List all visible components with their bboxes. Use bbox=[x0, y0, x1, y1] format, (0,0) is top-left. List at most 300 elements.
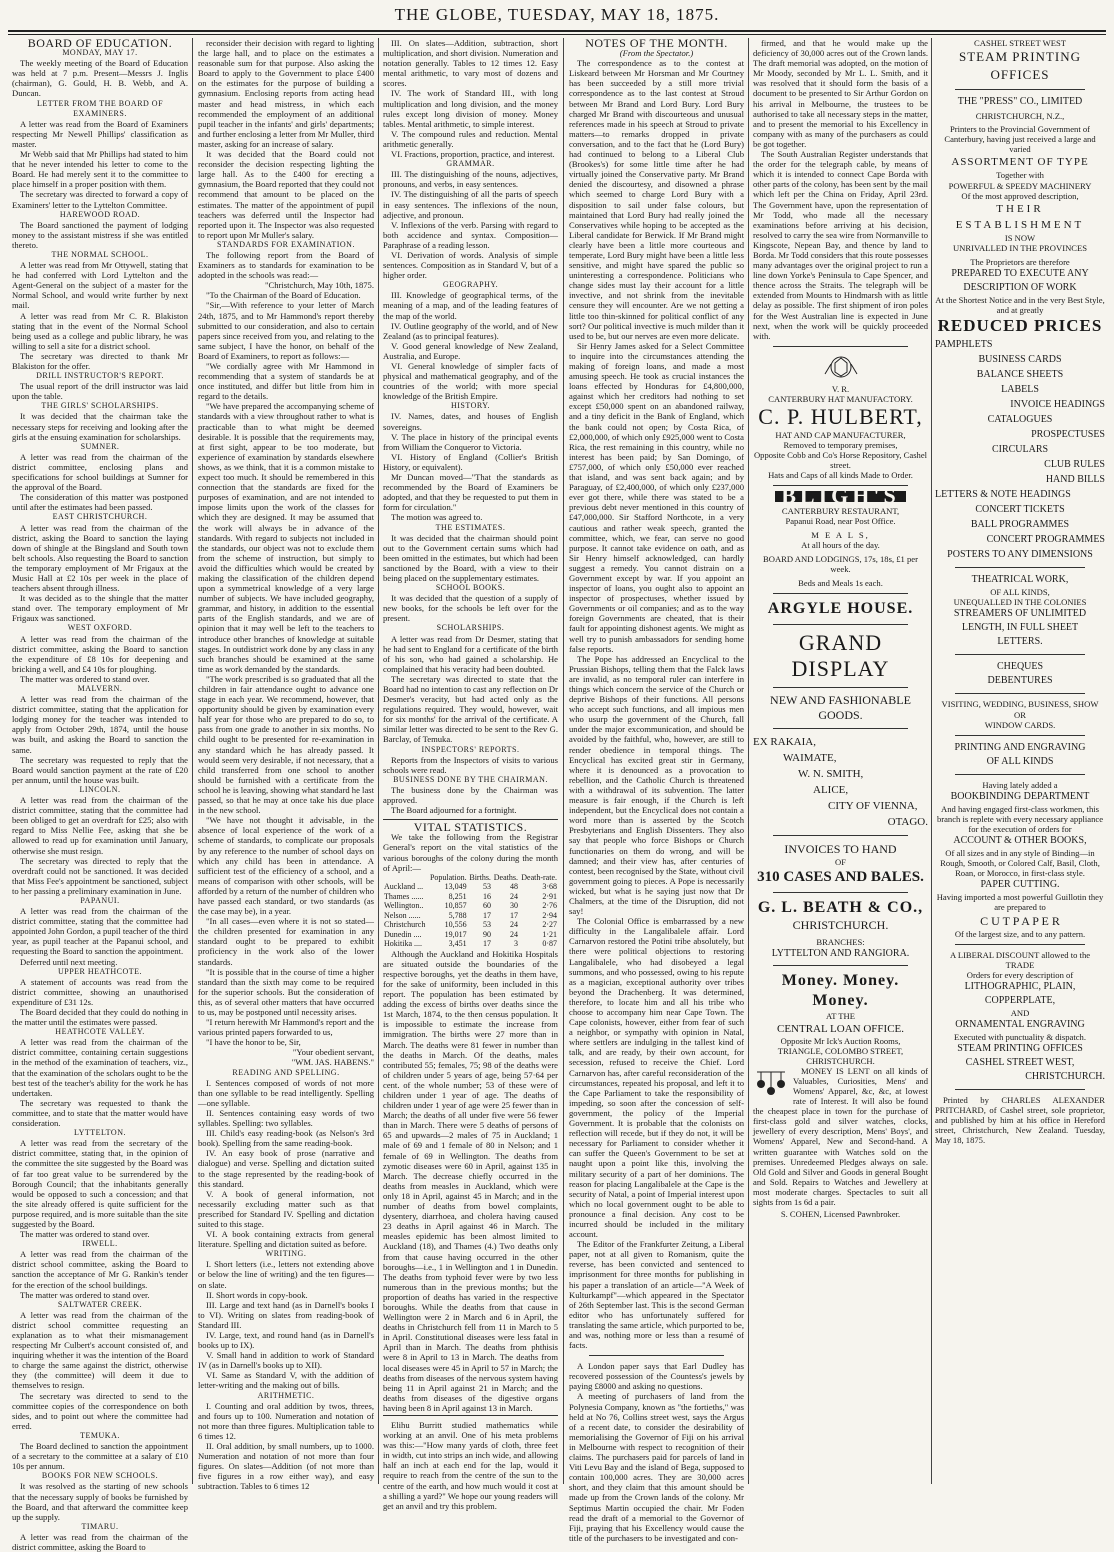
paragraph: I. Short letters (i.e., letters not extending above or below the line of writing) and the ten figures—on slate. bbox=[198, 1259, 374, 1290]
advert-line: IS NOW bbox=[1004, 232, 1036, 243]
column-rule bbox=[748, 38, 749, 1484]
paragraph: A letter was read from the chairman of the district committee, stating that the committee had appointed John Gordon, a pupil teacher of the third year, as pupil teacher at the Papanui school, and requesting the Board to sanction the appointment. bbox=[12, 906, 188, 957]
section-heading: LINCOLN. bbox=[79, 784, 121, 794]
advert-line: STEAM PRINTING OFFICES bbox=[957, 1043, 1083, 1055]
print-item: PAMPHLETS bbox=[935, 339, 993, 351]
table-row bbox=[383, 930, 558, 940]
section-heading: SCHOLARSHIPS. bbox=[436, 623, 505, 633]
advert-line: POWERFUL & SPEEDY MACHINERY bbox=[948, 180, 1092, 191]
table-cell: Auckland ... bbox=[384, 882, 424, 892]
paragraph: I. Counting and oral addition by twos, threes, and fours up to 100. Numeration and notation of not more than three figures. Multiplication table to 6 times 12. bbox=[198, 1400, 374, 1441]
column-6 bbox=[935, 38, 1105, 1482]
table-body bbox=[383, 882, 558, 949]
paragraph: It was decided that the Board could not reconsider the decision respecting lighting the large hall. As to the £400 for erecting a gymnasium, the Board reported that they could not recommend that amount to be placed on the estimates. The matter of the appointment of pupil teachers was deferred until the Inspector had reported upon it. The Inspector was also requested to report upon Mr Muller's salary. bbox=[198, 149, 374, 240]
paragraph: II. Short words in copy-book. bbox=[206, 1289, 308, 1300]
table-row bbox=[383, 901, 558, 911]
paragraph: III. Knowledge of geographical terms, of the meaning of a map, and of the leading features of the map of the world. bbox=[383, 290, 558, 321]
advert-line: BOARD AND LODGINGS, 17s, 18s, £1 per week. bbox=[763, 553, 918, 575]
section-heading: BUSINESS DONE BY THE CHAIRMAN. bbox=[393, 774, 548, 784]
divider bbox=[955, 944, 1085, 945]
section-heading: STANDARDS FOR EXAMINATION. bbox=[217, 239, 355, 249]
paragraph: Mr Duncan moved—"That the standards as recommended by the Board of Examiners be adopted, and that they be requested to put them in form for circulation." bbox=[383, 472, 558, 513]
paragraph: A letter was read from the chairman of the district committee, stating that the application for lodging money for the teacher was intended to apply from October 29th, 1874, until the house was built, and asking the Board to sanction the same. bbox=[12, 694, 188, 755]
ship-name: W. N. SMITH, bbox=[798, 768, 864, 781]
advert-line: HAT AND CAP MANUFACTURER, bbox=[775, 430, 906, 440]
advert-line: Opposite Mr Ick's Auction Rooms, bbox=[780, 1035, 901, 1046]
advert-line: ASSORTMENT OF TYPE bbox=[951, 156, 1089, 169]
table-header-cell bbox=[383, 873, 428, 883]
paragraph: A letter was read from Mr C. R. Blakiston stating that in the event of the Normal School being used as a college and public library, he was willing to sell a site for a district school. bbox=[12, 310, 188, 351]
table-cell: 16 bbox=[482, 891, 491, 901]
table-cell: Hokitika .... bbox=[384, 939, 422, 949]
imprint: Printed by CHARLES ALEXANDER PRITCHARD, of Cashel street, sole proprietor, and published by him at his office in Hereford street, Christchurch, New Zealand. Tuesday, May 18, 1875. bbox=[935, 1095, 1105, 1146]
table-cell: Thames ...... bbox=[384, 891, 424, 901]
pawnbroker-balls-icon bbox=[753, 1069, 789, 1097]
masthead-rule bbox=[8, 30, 1106, 35]
print-items-list bbox=[935, 337, 1105, 562]
column-rule bbox=[378, 38, 379, 1484]
advert-line: Hats and Caps of all kinds Made to Order. bbox=[768, 470, 913, 481]
divider bbox=[773, 728, 908, 729]
table-cell: 3·68 bbox=[542, 882, 557, 892]
paragraph: "It is possible that in the course of time a higher standard than the sixth may come to be required for the superior schools. But the consideration of this, as of several other matters that have occurred to us, may be postponed until necessity arises. bbox=[198, 966, 374, 1017]
paragraph: A meeting of purchasers of land from the Polynesia Company, known as "the fortieths," was held at No 76, Collins street west, says the Argus of a recent date, to consider the desirability of memorialising the Governor of Fiji on his arrival in Melbourne with respect to recognition of their claims. The purchasers paid for parcels of land in Viti Levu Bay and the island of Bega, supposed to contain 100,000 acres. They are 30,000 acres short, and they claim that this amount should be made up from the Crown lands of the colony. Mr Septimus Martin occupied the chair. Mr Foden read the draft of a memorial to the Governor of Fiji, praying that his Excellency would cause the title of the purchasers to be investigated and con- bbox=[569, 1391, 744, 1543]
paragraph: I. Sentences composed of words of not more than one syllable to be read intelligently. Spelling—one syllable. bbox=[198, 1077, 374, 1108]
paragraph: A letter was read from the chairman of the district, asking the Board to sanction the laying down of shingle at the Bingsland and South town belt schools. Also requesting the Board to sanction the temporary employment of Mr Frigaux at the Music Hall at £2 10s per week in the place of teachers absent through illness. bbox=[12, 522, 188, 594]
table-cell: 30 bbox=[509, 901, 518, 911]
advert-line: OF bbox=[835, 857, 846, 868]
advert-line: A LIBERAL DISCOUNT allowed to the TRADE bbox=[949, 949, 1091, 970]
paragraph: V. A book of general information, not necessarily excluding matter such as that prescribed for Standard IV. Spelling and dictation suited to this stage. bbox=[198, 1188, 374, 1229]
section-heading: THE ESTIMATES. bbox=[435, 522, 506, 532]
table-cell: 2·91 bbox=[542, 891, 557, 901]
table-cell: 2·76 bbox=[542, 901, 557, 911]
section-heading: THE GIRLS' SCHOLARSHIPS. bbox=[41, 401, 159, 411]
table-cell: 0·87 bbox=[542, 939, 557, 949]
section-heading: TEMUKA. bbox=[80, 1430, 120, 1440]
paragraph: IV. An easy book of prose (narrative and dialogue) and verse. Spelling and dictation suited to the stage represented by the reading-book of this standard. bbox=[198, 1148, 374, 1189]
section-heading: PAPANUI. bbox=[80, 895, 120, 905]
paragraph: The secretary was directed to send to the committee copies of the correspondence on both sides, and to point out where the committee had erred. bbox=[12, 1390, 188, 1431]
advert-line: LENGTH, IN FULL SHEET bbox=[961, 622, 1079, 634]
advert-line: WINDOW CARDS. bbox=[984, 719, 1056, 730]
paragraph: II. Sentences containing easy words of two syllables. Spelling: two syllables. bbox=[198, 1107, 374, 1129]
advert-line: V. R. bbox=[831, 383, 850, 394]
column-4 bbox=[569, 36, 744, 1543]
print-item: BUSINESS CARDS bbox=[978, 354, 1062, 366]
paragraph: IV. The work of Standard III., with long multiplication and long division, and the money rules except long division of money. Money tables. Mental arithmetic, to simple interest. bbox=[383, 88, 558, 129]
advert-line: Having imported a most powerful Guillotin they are prepared to bbox=[936, 892, 1104, 913]
paragraph: A letter was read from Dr Desmer, stating that he had sent to England for a certificate of the birth of his son, who had gained a scholarship. He complained that his veracity had been doubted. bbox=[383, 633, 558, 674]
table-cell: 13,049 bbox=[444, 882, 467, 892]
paragraph: IV. The distinguishing of all the parts of speech in easy sentences. The inflexions of the noun, adjective, and pronoun. bbox=[383, 189, 558, 220]
print-item: CONCERT PROGRAMMES bbox=[986, 534, 1105, 546]
masthead bbox=[0, 0, 1114, 28]
table-header-cell: Population. bbox=[429, 872, 467, 882]
advert-line: ORNAMENTAL ENGRAVING bbox=[955, 1019, 1085, 1030]
section-heading: LETTER FROM THE BOARD OF EXAMINERS. bbox=[36, 98, 164, 118]
paragraph: V. Small hand in addition to work of Standard IV (as in Darnell's books up to XII). bbox=[198, 1350, 374, 1371]
section-heading: READING AND SPELLING. bbox=[232, 1067, 340, 1077]
table-header-row bbox=[383, 873, 558, 883]
paragraph: VI. Derivation of words. Analysis of simple sentences. Composition as in Standard V, but of a higher order. bbox=[383, 249, 558, 281]
advert-line: DEBENTURES bbox=[987, 675, 1053, 687]
table-cell: 17 bbox=[482, 910, 491, 920]
advert-line: CENTRAL LOAN OFFICE. bbox=[776, 1022, 904, 1035]
advert-line: LITHOGRAPHIC, PLAIN, bbox=[964, 980, 1076, 992]
advert-line: OF ALL KINDS, bbox=[990, 587, 1050, 598]
paragraph: It was decided as to the shingle that the matter stand over. The temporary employment of Mr Frigaux was sanctioned. bbox=[12, 593, 188, 624]
paragraph: IV. Large, text, and round hand (as in Darnell's books up to IX). bbox=[198, 1330, 374, 1351]
paragraph: II. Oral addition, by small numbers, up to 1000. Numeration and notation of not more than four figures. On slates—Addition (of not more than five figures in a row either way), and easy subtraction. Tables to 6 times 12 bbox=[198, 1441, 374, 1492]
article-source: (From the Spectator.) bbox=[619, 48, 694, 59]
advert-line: CHRISTCHURCH, N.Z., bbox=[975, 111, 1065, 122]
paragraph: The secretary was directed to thank Mr Blakiston for the offer. bbox=[12, 350, 188, 371]
advert-line: Of the largest size, and to any pattern. bbox=[954, 928, 1086, 939]
section-heading: WRITING. bbox=[265, 1249, 307, 1259]
ship-name: CITY OF VIENNA, bbox=[828, 800, 918, 813]
advert-argyle-house bbox=[753, 599, 928, 960]
advert-line: NEW AND FASHIONABLE bbox=[770, 693, 911, 708]
advert-line: STREAMERS OF UNLIMITED bbox=[953, 608, 1087, 620]
advert-line: LETTERS. bbox=[997, 636, 1043, 648]
paragraph: A London paper says that Earl Dudley has recovered possession of the Countess's jewels by paying £8000 and asking no questions. bbox=[569, 1361, 744, 1392]
advert-line: The Proprietors are therefore bbox=[970, 256, 1070, 267]
paragraph: A letter was read from the Board of Examiners respecting Mr Newell Phillips' classification as master. bbox=[12, 118, 188, 149]
advert-line: GOODS. bbox=[818, 708, 863, 723]
paragraph: A letter was read from the chairman of the district school committee, asking the Board to sanction the acceptance of Mr G. Rankin's tender for the erection of the school buildings. bbox=[12, 1249, 188, 1290]
ship-name: ALICE, bbox=[813, 784, 849, 797]
print-item: LETTERS & NOTE HEADINGS bbox=[935, 489, 1071, 501]
table-cell: 24 bbox=[509, 891, 518, 901]
advert-line: UNRIVALLED IN THE PROVINCES bbox=[952, 242, 1088, 253]
paragraph: The Board adjourned for a fortnight. bbox=[391, 805, 517, 816]
paragraph: The secretary was directed to forward a copy of Examiners' letter to the Lyttelton Committee. bbox=[12, 189, 188, 210]
paragraph: The Board decided that they could do nothing in the matter until the estimates were passed. bbox=[12, 1007, 188, 1028]
advert-headline: G. L. BEATH & CO., bbox=[757, 899, 924, 917]
print-item: LABELS bbox=[1001, 384, 1039, 396]
divider bbox=[955, 774, 1085, 775]
advert-hulbert bbox=[753, 352, 928, 481]
print-item: BALANCE SHEETS bbox=[976, 369, 1064, 381]
advert-line: Printers to the Provincial Government of Canterbury, having just received a large and varied bbox=[944, 124, 1096, 155]
paragraph: It was decided that the chairman should point out to the Government certain sums which had been omitted in the estimates, but which had been sanctioned by the Board, with a view to their being placed on the supplementary estimates. bbox=[383, 532, 558, 583]
section-heading: LYTTELTON. bbox=[74, 1128, 126, 1138]
table-row bbox=[383, 920, 558, 930]
advert-line: OF ALL KINDS bbox=[986, 755, 1054, 767]
advert-headline: REDUCED PRICES bbox=[937, 316, 1103, 336]
section-heading: EAST CHRISTCHURCH. bbox=[52, 512, 148, 522]
section-heading: THE NORMAL SCHOOL. bbox=[51, 249, 149, 259]
section-heading: BOOKS FOR NEW SCHOOLS. bbox=[41, 1471, 159, 1481]
divider bbox=[955, 654, 1085, 655]
section-heading: SCHOOL BOOKS. bbox=[435, 583, 506, 593]
advert-line: UNEQUALLED IN THE COLONIES bbox=[953, 597, 1087, 608]
paragraph: "We have prepared the accompanying scheme of standards with a view throughout rather to what is practicable than to what might be deemed desirable. It is possible that the requirements may, at first sight, appear to be too moderate, but experience of examination by standards elsewhere shows, as we think, that it is a common mistake to expect too much. It should be remembered in this connection that the standards are fixed for the purposes of examination, and are not intended to impose limits upon the work of the classes for which they are designed. It may be assumed that the work will always be in advance of the standards. With regard to subjects not included in the standards, our object was not to exclude them from the scheme of instruction, but simply to avoid the difficulties which would be created by making the classification of the children depend upon a symmetrical knowledge of a very large number of subjects. We have included geography, grammar, and history, in addition to the essential parts of the English standards, and we are of opinion that it may well be left to the teachers to introduce other branches of knowledge at suitable stages. In outdistrict work done by any class in any such branches should be examined at the same time as work demanded by the standards. bbox=[198, 401, 374, 674]
paragraph: The usual report of the drill instructor was laid upon the table. bbox=[12, 381, 188, 402]
table-cell: 3 bbox=[513, 939, 518, 949]
paragraph: Elihu Burritt studied mathematics while working at an anvil. One of his meta problems was this:—"How many yards of cloth, three feet in width, cut into strips an inch wide, and allowing half an inch at each end for the lap, would it require to reach from the centre of the sun to the centre of the earth, and how much would it cost at a shilling a yard?" We hope our young readers will get an anvil and try this problem. bbox=[383, 1420, 558, 1511]
paragraph: The secretary was requested to reply that the Board would sanction payment at the rate of £20 per annum, until the house was built. bbox=[12, 754, 188, 785]
paragraph: VI. General knowledge of simpler facts of physical and mathematical geography, and of the countries of the world; with more special knowledge of the British Empire. bbox=[383, 361, 558, 402]
advert-line: ACCOUNT & OTHER BOOKS, bbox=[953, 835, 1087, 847]
table-cell: 10,556 bbox=[444, 920, 467, 930]
advert-blighs bbox=[753, 483, 928, 589]
paragraph: Sir Henry James asked for a Select Committee to inquire into the circumstances attending the making of foreign loans, and made a most amusing speech. He took as crucial instances the loans effected by Honduras for £4,800,000, against which her creditors had nothing to set except £50,000 spent on an abandoned railway, and a tiny deficit in the Bank of England, which the bank could not open; by Costa Rica, of £2,000,000, of which only £925,000 went to Costa Rica, the rest remaining in this country, while no interest has been paid; by San Domingo, of £757,000, of which only £50,000 ever reached that island, and was sent back again; and by Paraguay, of £2,400,000, of which only £237,000 ever got there, while there was stated to be a previous debt never mentioned in this country of £47,000,000. Sir Stafford Northcote, in a very cautious and rather weak speech, granted the committee, which, we fear, can serve no good purpose. It cannot take evidence on oath, and as Sir Henry himself acknowledged, can hardly suggest a remedy. You cannot distrain on a Government except by war. If you appoint an inspector of loans, you ought also to appoint an inspector of prospectuses, whether issued by Governments or oil companies; and as to the way foreign Governments are cheated, that is their fault for appointing dishonest agents. We might as well try to punish ambassadors for sending home false reports. bbox=[569, 340, 744, 654]
paragraph: III. On slates—Addition, subtraction, short multiplication, and short division. Numeration and notation generally. Tables to 12 times 12. Easy mental arithmetic, to vary most of dozens and scores. bbox=[383, 38, 558, 89]
table-cell: 5,788 bbox=[448, 910, 467, 920]
paragraph: IV. Outline geography of the world, and of New Zealand (as to principal features). bbox=[383, 320, 558, 341]
table-cell: 60 bbox=[482, 901, 491, 911]
advert-line: OR bbox=[1014, 709, 1026, 720]
paragraph: A letter was read from Mr Ottywell, stating that he had conferred with Lord Lyttelton and the Agent-General on the subject of a master for the Normal School, and would write further by next mail. bbox=[12, 260, 188, 311]
table-cell: 2·94 bbox=[542, 910, 557, 920]
signature: "WM. JAS. HABENS." bbox=[291, 1057, 374, 1068]
paragraph: VI. Fractions, proportion, practice, and interest. bbox=[391, 149, 555, 160]
table-cell: Christchurch bbox=[384, 920, 426, 930]
paragraph: The Board declined to sanction the appointment of a secretary to the committee at a salary of £10 10s per annum. bbox=[12, 1441, 188, 1472]
advert-line: CASHEL STREET WEST bbox=[974, 38, 1066, 48]
table-cell: 17 bbox=[482, 939, 491, 949]
column-rule bbox=[192, 38, 193, 1484]
royal-arms-icon bbox=[819, 352, 863, 382]
advert-line: At all hours of the day. bbox=[801, 539, 880, 550]
advert-line: Papanui Road, near Post Office. bbox=[785, 515, 896, 526]
advert-headline: 310 CASES AND BALES. bbox=[757, 869, 924, 886]
paragraph: The secretary was directed to reply that the overdraft could not be sanctioned. It was decided that Miss Fee's appointment be sanctioned, subject to her passing a preliminary examination in June. bbox=[12, 855, 188, 896]
paragraph: Although the Auckland and Hokitika Hospitals are situated outside the boundaries of the respective boroughs, yet the deaths in them have, for the sake of uniformity, been included in this report. The population has been estimated by adding the excess of births over deaths since the 1st March, 1874, to the then census population. It is impossible to estimate the increase from immigration. The births were 27 more than in March. The deaths were 81 fewer in number than the deaths in March. Of the deaths, males contributed 55; females, 75; 98 of the deaths were of children under 5 years of age, being 57·64 per cent. of the whole number; 53 of these were of children under 1 year of age. The deaths of children under 1 year of age were 25 fewer than in March; the deaths of all under five were 56 fewer than in March. There were 5 deaths of persons of 65 and upwards—2 males of 75 in Auckland; 1 male of 69 and 1 female of 80 in Nelson; and 1 female of 69 in Wellington. The deaths from zymotic diseases were 60 in April, against 135 in March. The decrease chiefly occurred in the deaths from measles in Auckland, which were only 18 in April, against 45 in March; and in the number of deaths from bowel complaints, dysentery, diarrhoea, and cholera having caused 23 deaths in April against 46 in March. The measles epidemic has been almost limited to Auckland (18), and Thames (4.) Two deaths only from that cause having occurred in the other boroughs—i.e., 1 in Wellington and 1 in Dunedin. The deaths from typhoid fever were by two less numerous than in the previous months; but the proportion of deaths has varied in the respective boroughs. While the deaths from that cause in Wellington were 2 in March and 6 in April, the deaths in Christchurch fell from 11 in March to 5 in April. Constitutional diseases were less fatal in April than in March. The deaths from phthisis were 8 in April to 13 in March. The deaths from local diseases were 45 in April to 57 in March; the deaths from diseases of the nervous system having being 11 in April against 21 in March; and the deaths from diseases of the digestive organs having been 8 in April against 13 in March. bbox=[383, 948, 558, 1413]
paragraph: The matter was ordered to stand over. bbox=[20, 673, 150, 684]
paragraph: It was decided that the chairman take the necessary steps for receiving and looking after the girls at the ensuing examination for scholarships. bbox=[12, 411, 188, 442]
letter-date: "Christchurch, May 10th, 1875. bbox=[264, 280, 374, 291]
advert-headline: GRAND DISPLAY bbox=[791, 630, 890, 682]
paragraph: A letter was read from the chairman of the district committee, asking the Board to bbox=[12, 1531, 188, 1552]
print-item: CONCERT TICKETS bbox=[975, 504, 1065, 516]
section-heading: SALTWATER CREEK. bbox=[57, 1299, 143, 1309]
paragraph: firmed, and that he would make up the deficiency of 30,000 acres out of the Crown lands. The draft memorial was adopted, on the motion of Mr Moody, seconded by Mr L. L. Smith, and it was resolved that it should form the basis of a document to be presented to Sir Arthur Gordon on his arrival in Melbourne, the trustees to be authorised to take all necessary steps in the matter, and to present the memorial to his Excellency in company with as many of the purchasers as could be got together. bbox=[753, 38, 928, 149]
table-header-cell: Death-rate. bbox=[521, 872, 557, 882]
print-item: CLUB RULES bbox=[1044, 459, 1105, 471]
paragraph: The secretary was directed to state that the Board had no intention to cast any reflection on Dr Desmer's veracity, but had acted only as the regulations required. They would, however, wait for six months' for the arrival of the certificate. A similar letter was directed to be sent to the Rev G. Barclay, of Temuka. bbox=[383, 673, 558, 745]
section-heading: GRAMMAR. bbox=[446, 159, 495, 169]
advert-line: AND bbox=[1010, 1007, 1030, 1018]
table-cell: 1·21 bbox=[542, 929, 557, 939]
section-heading: UPPER HEATHCOTE. bbox=[57, 966, 142, 976]
paragraph: "I return herewith Mr Hammond's report and the various printed papers forwarded to us, bbox=[198, 1017, 374, 1038]
paragraph: The matter was ordered to stand over. bbox=[20, 1289, 150, 1300]
advert-signature: S. COHEN, Licensed Pawnbroker. bbox=[780, 1209, 901, 1220]
paragraph: The correspondence as to the contest at Liskeard between Mr Horsman and Mr Courtney has been succeeded by a still more trivial correspondence as to the last contest at Stroud between Mr Brand and Lord Bury. Lord Bury charged Mr Brand with discourteous and unusual references made in his speech at Stroud to private matters—to remarks dropped in private conversation, and to the fact that he (Lord Bury) had continued to belong to a Liberal Club (Brookes's) for some little time after he had virtually joined the Conservative party. Mr Brand denied the discourtesy, and disowned a phrase which seemed to charge Lord Bury with a disposition to sail under false colours, but maintained that Lord Bury had really joined the Conservatives while hoping to be accepted as the Liberal candidate for Berwick. If Mr Brand might clearly have been a little more courteous and temperate, Lord Bury might have been a little less sensitive, and might have spared the public so uninteresting a correspondence. Politicians who change sides must lay their account for a little invective, and not shrink from the inevitable censure they will encounter. Are we not getting a little too thin-skinned for political conflict of any sort? Our political invective is much milder than it used to be, but our nerves are even more delicate. bbox=[569, 58, 744, 341]
section-heading: GEOGRAPHY. bbox=[442, 280, 499, 290]
paragraph: A statement of accounts was read from the district committee, showing an unauthorised expenditure of £31 12s. bbox=[12, 976, 188, 1007]
table-cell: 53 bbox=[482, 920, 491, 930]
advert-line: BRANCHES: bbox=[816, 937, 865, 948]
table-cell: 3,451 bbox=[448, 939, 467, 949]
advert-line: DESCRIPTION OF WORK bbox=[963, 282, 1077, 294]
paragraph: III. Child's easy reading-book (as Nelson's 3rd book). Spelling from the same reading-book. bbox=[198, 1128, 374, 1149]
table-header-cell: Deaths. bbox=[493, 872, 518, 882]
divider bbox=[773, 687, 908, 688]
paragraph: "Sir,—With reference to your letter of March 24th, 1875, and to Mr Hammond's report thereby submitted to our consideration, and also to certain papers since received from you, and relating to the same subject, I have the honor, on behalf of the Board of Examiners, to report as follows:— bbox=[198, 300, 374, 361]
column-1 bbox=[12, 36, 188, 1552]
section-heading: HEATHCOTE VALLEY. bbox=[55, 1027, 145, 1037]
divider bbox=[955, 693, 1085, 694]
section-heading: MALVERN. bbox=[77, 684, 123, 693]
table-cell: 24 bbox=[509, 929, 518, 939]
paragraph: V. Good general knowledge of New Zealand, Australia, and Europe. bbox=[383, 340, 558, 361]
section-heading: TIMARU. bbox=[81, 1521, 119, 1531]
print-item: CATALOGUES bbox=[987, 414, 1053, 426]
paragraph: Mr Webb said that Mr Phillips had stated to him that he never intended his letter to come to the Board. He had merely sent it to the committee to place himself in a proper position with them. bbox=[12, 149, 188, 190]
advert-line: C U T P A P E R bbox=[980, 913, 1060, 928]
section-heading: HISTORY. bbox=[450, 401, 491, 411]
advert-central-loan-office bbox=[753, 971, 928, 1219]
paragraph: The secretary was requested to thank the committee, and to state that the matter would have consideration. bbox=[12, 1097, 188, 1129]
table-cell: 90 bbox=[482, 929, 491, 939]
advert-line: THEATRICAL WORK, bbox=[971, 574, 1069, 586]
print-item: CIRCULARS bbox=[991, 444, 1049, 456]
paragraph: III. Large and text hand (as in Darnell's books I to VI). Writing on slates from reading-book of Standard III. bbox=[198, 1299, 374, 1330]
divider bbox=[955, 1089, 1085, 1090]
table-cell: 17 bbox=[509, 910, 518, 920]
table-cell: 48 bbox=[509, 882, 518, 892]
advert-line: CHRISTCHURCH. bbox=[1025, 1071, 1105, 1083]
print-item: PROSPECTUSES bbox=[1031, 429, 1105, 441]
table-cell: Dunedin .... bbox=[384, 929, 422, 939]
advert-line: TRIANGLE, COLOMBO STREET, CHRISTCHURCH. bbox=[777, 1045, 904, 1066]
column-2 bbox=[198, 38, 375, 1492]
paragraph: A letter was read from the chairman of the district committee, containing certain suggestions in the method of the examination of teachers, viz., that the examination of the scholars ought to be the best test of the teacher's ability for the work he has undertaken. bbox=[12, 1037, 188, 1098]
advert-line: PREPARED TO EXECUTE ANY bbox=[951, 268, 1089, 280]
paragraph: The Editor of the Frankfurter Zeitung, a Liberal paper, not at all given to Romanism, quite the reverse, has been convicted and sentenced to imprisonment for three months for publishing in his paper a translation of an article—"A Week of Kulturkampf"—which appeared in the Spectator of 26th September last. This is the second German editor who has unfortunately suffered for translating the same article, which purported to be, and was, nothing more or less than a resumé of facts. bbox=[569, 1239, 744, 1351]
advert-line: PAPER CUTTING. bbox=[980, 879, 1060, 891]
paragraph: A letter was read from the chairman of the district committee, stating that the committee had been obliged to get an overdraft for £25; also with regard to Miss Nellie Fee, asking that she be allowed to read up for examination until January, otherwise she must resign. bbox=[12, 795, 188, 856]
divider bbox=[773, 346, 908, 347]
paragraph: VI. A book containing extracts from general literature. Spelling and dictation suited as before. bbox=[198, 1229, 374, 1250]
advert-line: CANTERBURY HAT MANUFACTORY. bbox=[768, 393, 913, 404]
advert-headline: C. P. HULBERT, bbox=[758, 404, 923, 429]
paragraph: We take the following from the Registrar General's report on the vital statistics of the various boroughs of the colony during the month of April:— bbox=[383, 832, 558, 873]
advert-line: Having lately added a bbox=[982, 779, 1058, 790]
advert-headline: Money. Money. Money. bbox=[781, 972, 900, 1010]
advert-line: Executed with punctuality & dispatch. bbox=[954, 1032, 1086, 1042]
advert-headline: BLIGH'S bbox=[775, 491, 905, 501]
divider bbox=[955, 89, 1085, 90]
paragraph: III. The distinguishing of the nouns, adjectives, pronouns, and verbs, in easy sentences. bbox=[383, 169, 558, 190]
advert-line: Beds and Meals 1s each. bbox=[798, 578, 883, 589]
advert-line: PRINTING AND ENGRAVING bbox=[954, 741, 1086, 753]
advert-headline: STEAM PRINTING OFFICES bbox=[959, 49, 1081, 83]
print-item: INVOICE HEADINGS bbox=[1010, 399, 1105, 411]
article-title: VITAL STATISTICS. bbox=[413, 820, 528, 835]
table-row bbox=[383, 911, 558, 921]
paragraph: "To the Chairman of the Board of Education. bbox=[206, 290, 361, 301]
paragraph: "In all cases—even where it is not so stated—the children presented for examination in any standard ought to be prepared to exhibit proficiency in the work also of the lower standards. bbox=[198, 916, 374, 967]
paragraph: The consideration of this matter was postponed until after the estimates had been passed. bbox=[12, 492, 188, 513]
advert-line: THEIR ESTABLISHMENT bbox=[955, 202, 1085, 231]
paragraph: A letter was read from the secretary of the district committee, stating that, in the opinion of the committee the site suggested by the Board was of far too great value to be surrendered by the Borough Council; that the inhabitants generally would be opposed to such a concession; and that the site already offered is quite sufficient for the purpose required, and is more suitable than the site suggested by the Board. bbox=[12, 1138, 188, 1229]
table-cell: 2·27 bbox=[542, 920, 557, 930]
divider bbox=[773, 624, 908, 625]
paragraph: The business done by the Chairman was approved. bbox=[383, 784, 558, 806]
divider bbox=[955, 567, 1085, 568]
article-title: BOARD OF EDUCATION. bbox=[27, 36, 173, 50]
advert-line: THE "PRESS" CO., LIMITED bbox=[957, 96, 1083, 108]
paragraph: It was decided that the question of a supply of new books, for the schools be left over for the present. bbox=[383, 593, 558, 624]
paragraph: V. Inflexions of the verb. Parsing with regard to both accidence and syntax. Composition—Paraphrase of a reading lesson. bbox=[383, 219, 558, 250]
statistics-table bbox=[383, 873, 558, 949]
paragraph: "I have the honor to be, Sir, bbox=[206, 1037, 301, 1048]
table-cell: Wellington.. bbox=[384, 901, 424, 911]
advert-line: Orders for every description of bbox=[966, 969, 1074, 980]
paragraph: Reports from the Inspectors of visits to various schools were read. bbox=[383, 754, 558, 775]
print-item: POSTERS TO ANY DIMENSIONS bbox=[947, 549, 1093, 561]
paragraph: "Your obedient servant, bbox=[292, 1047, 374, 1058]
section-heading: INSPECTORS' REPORTS. bbox=[421, 744, 520, 754]
paragraph: Deferred until next meeting. bbox=[20, 956, 118, 967]
paragraph: "The work prescribed is so graduated that all the children in fair attendance ought to advance one stage in each year. We recommend, however, that opportunity should be given by examination every half year for those who are prepared to do so, to pass from one grade to another in six months. No child ought to be presented for re-examination in any standard which he has already passed. It would seem very desirable, if not necessary, that a child transferred from one school to another should be furnished with a certificate from the school he is leaving, showing what standard he last passed, so that he may at once take his due place in the new school. bbox=[198, 673, 374, 816]
column-rule bbox=[931, 38, 932, 1484]
section-heading: WEST OXFORD. bbox=[67, 623, 133, 633]
divider bbox=[773, 593, 908, 594]
advert-line: BOOKBINDING DEPARTMENT bbox=[950, 790, 1090, 802]
paragraph: VI. History of England (Collier's British History, or equivalent). bbox=[383, 451, 558, 472]
table-cell: 19,017 bbox=[444, 929, 467, 939]
ship-name: OTAGO. bbox=[887, 816, 928, 829]
advert-line: Of all sizes and in any style of Binding—in Rough, Smooth, or Colored Calf, Basil, Cloth, Roan, or Morocco, in first-class style. bbox=[940, 848, 1100, 879]
divider bbox=[955, 735, 1085, 736]
paragraph: The weekly meeting of the Board of Education was held at 7 p.m. Present—Messrs J. Inglis (chairman), G. Gould, H. B. Webb, and A. Duncan. bbox=[12, 58, 188, 99]
advert-line: INVOICES TO HAND bbox=[784, 842, 897, 857]
print-item: HAND BILLS bbox=[1045, 474, 1105, 486]
paragraph: reconsider their decision with regard to lighting the large hall, and to place on the estimates a reasonable sum for that purpose. Also asking the Board to apply to the Government to place £400 on the estimates for the purpose of building a gymnasium. Enclosing reports from acting head master and head mistress, in which each recommended the employment of an additional pupil teacher in the infants' and girls' departments; and further enclosing a letter from Mr Muller, third master, asking for an increase of salary. bbox=[198, 38, 375, 149]
paragraph: It was resolved as the starting of new schools that the necessary supply of books be furnished by the Board, and that afterward the committee keep up the supply. bbox=[12, 1481, 188, 1522]
table-cell: 53 bbox=[482, 882, 491, 892]
paragraph: MONEY IS LENT on all kinds of Valuables, Curiosities, Mens' and Womens' Apparel, &c, &c, at lowest rate of Interest. It will also be found the cheapest place in town for the purchase of first-class gold and silver watches, clocks, jewellery of every description, Mens' Boys', and Womens' Apparel, New and Second-hand. A written guarantee with Watches sold on the premises. Unredeemed Pledges always on sale. Old Gold and Silver and Goods in general Bought and Sold. Repairs to Watches and Jewellery at most moderate charges. Spectacles to suit all sights from 1s 6d a pair. bbox=[753, 1065, 928, 1207]
divider bbox=[773, 965, 908, 966]
paragraph: V. The place in history of the principal events from William the Conqueror to Victoria. bbox=[383, 431, 558, 452]
table-cell: 24 bbox=[509, 920, 518, 930]
masthead-title: THE GLOBE, TUESDAY, MAY 18, 1875. bbox=[394, 5, 720, 24]
paragraph: The following report from the Board of Examiners as to standards for examination to be adopted in the schools was read:— bbox=[198, 249, 374, 281]
table-cell: Nelson ...... bbox=[384, 910, 421, 920]
article-date: MONDAY, MAY 17. bbox=[62, 48, 138, 58]
advert-line: COPPERPLATE, bbox=[984, 994, 1056, 1006]
paragraph: V. The compound rules and reduction. Mental arithmetic generally. bbox=[383, 128, 558, 149]
section-heading: HAREWOOD ROAD. bbox=[59, 209, 141, 219]
paragraph: A letter was read from the chairman of the district committee, asking the Board to sanction the expenditure of £8 10s for deepening and bricking a well, and £4 10s for ploughing. bbox=[12, 633, 188, 674]
paragraph: "We have not thought it advisable, in the absence of local experience of the work of a scheme of standards, to complicate our proposals by any reference to the number of school days on which any child has been in attendance. A sufficient test of the efficiency of a school, and a means of comparison with other schools, will be afforded by a return of the number of children who have passed each standard, or two standards (as the case may be), in a year. bbox=[198, 815, 374, 917]
advert-line: Together with bbox=[996, 170, 1044, 181]
paragraph: The Pope has addressed an Encyclical to the Prussian Bishops, telling them that the Falck laws are invalid, as no temporal ruler can interfere in things which concern the service of the Church or deprive Bishops of their functions. All persons who accept such functions, and all impious men who usurp the government of the Church, fall under the major excommunication, and should be avoided by the faithful, who, however, are still to render obedience in temporal things. The Encyclical has excited great stir in Germany, where it is denounced as a provocation to rebellion, and the Catholic Church is threatened with a withdrawal of its subvention. The latter measure is fair enough, if the Church is left independent, but the Encyclical does not contain a word more than is asserted by the Scotch Presbyterians and English Dissenters. They also say that people who force Bishops or Church functionaries on them do wrong, and will be damned; and their view has, after centuries of contest, been recognised by the State, without civil government going to pieces. A Pope is necessarily wicked, but what is he saying just now that Dr Chalmers, at the time of the Disruption, did not say! bbox=[569, 653, 744, 917]
divider bbox=[773, 892, 908, 893]
table-header-cell: Births. bbox=[469, 872, 491, 882]
section-heading: DRILL INSTRUCTOR'S REPORT. bbox=[36, 371, 164, 381]
paragraph: The South Australian Register understands that the order for the telegraph cable, by means of which it is intended to connect Cape Borda with other parts of the colony, has been sent by the mail which left per the China on Friday, April 23rd. The Government have, upon the representation of Mr Todd, who made all the necessary examinations before arriving at his decision, resolved to carry the sea wire from Normanville to Kingscote, Nepean Bay, and thence by land to Borda. Mr Todd considers that this route possesses many advantages over the original project to run a line down Yorke's Peninsula to Cape Spencer, and thence across the Straits. The telegraph will be extended from Mounts to Hindmarsh with as little delay as possible. The first shipment of iron poles for the West Australian line is expected in June next, when the work will be quickly proceeded with. bbox=[753, 149, 928, 341]
advert-line: Opposite Cobb and Co's Horse Repository, Cashel street. bbox=[753, 450, 928, 471]
divider bbox=[589, 1355, 724, 1356]
paragraph: A letter was read from the chairman of the district committee, enclosing plans and specifications for school buildings at Sumner for the approval of the Board. bbox=[12, 451, 188, 493]
table-cell: 10,857 bbox=[444, 901, 467, 911]
print-item: BALL PROGRAMMES bbox=[970, 519, 1070, 531]
column-5 bbox=[753, 38, 928, 1482]
section-heading: IRWELL. bbox=[82, 1239, 118, 1249]
advert-line: M E A L S, bbox=[811, 529, 870, 540]
paragraph: The Colonial Office is embarrassed by a new difficulty in the Langalibalele affair. Lord Carnarvon restored the Potini tribe absolutely, but there were political objections to restoring Langalibalele, who had disobeyed a legal summons, and who possessed, owing to his repute as a magician, exceptional authority over tribes beyond the Drachenberg. It was determined, therefore, to locate him and all his tribe who choose to accompany him near Cape Town. The Cape colonists, however, either from fear of such a neighbor, or sympathy with opinion in Natal, where settlers are indulging in the tallest kind of talk, and are ready, by their own account, for secession, refused to receive the Chief. Lord Carnarvon has, after careful reconsideration of the circumstances, repeated his proposal, and left it to the Cape Parliament to take the responsibility of impeding, so soon after the concession of self-government, the policy of the Imperial Government. It is probable that the colonists on reflection will recede, but if they do not, it will be necessary for Parliament to consider whether it can suffer the Queen's Government to be set at naught upon a point like this, involving the military security of a part of her dominions. The reason for placing Langalibalele at the Cape is the security of Natal, a point of Imperial interest upon which no local government ought to be able to pronounce a final decision. Any cost to be incurred should be included in the military account. bbox=[569, 916, 744, 1240]
vital-statistics bbox=[383, 819, 558, 1416]
article-title: NOTES OF THE MONTH. bbox=[585, 36, 728, 50]
paragraph: The motion was agreed to. bbox=[391, 512, 483, 523]
